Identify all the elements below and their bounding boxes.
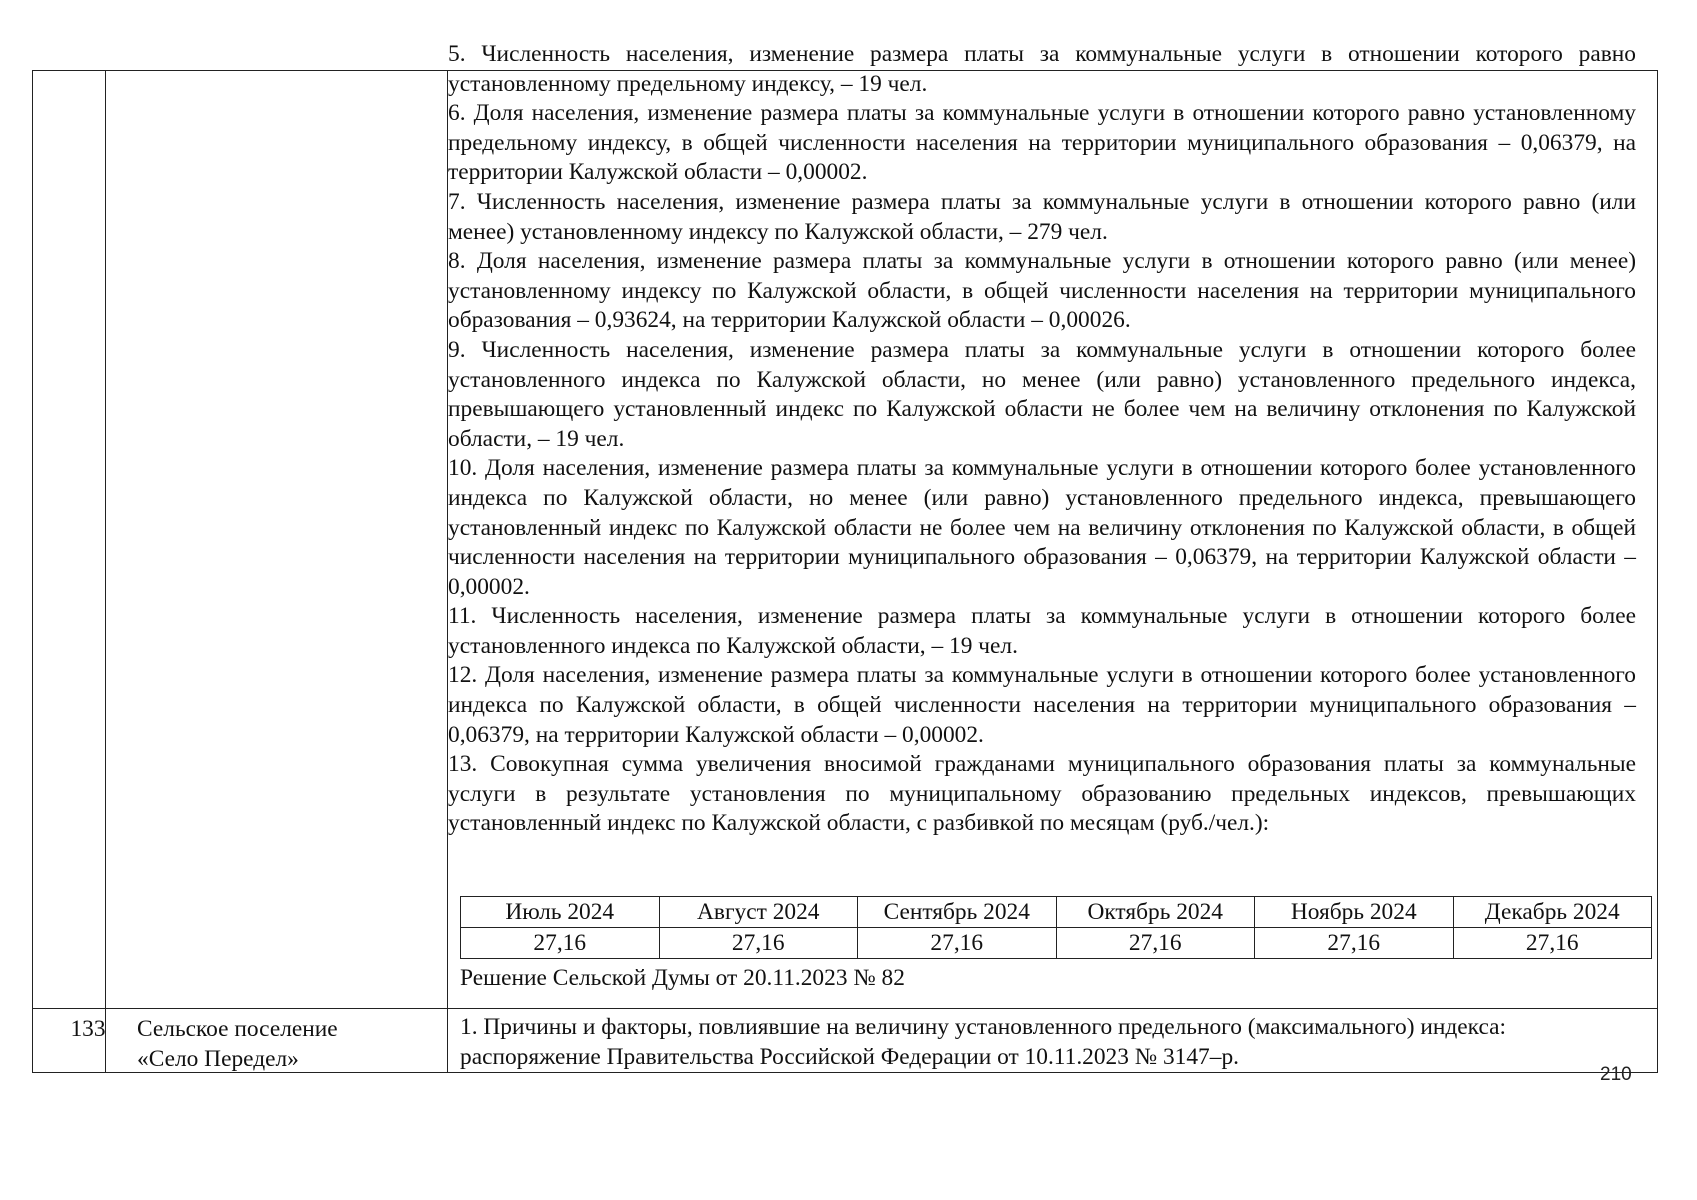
row-description — [460, 1012, 1658, 1072]
indicators-text — [448, 40, 1636, 839]
settlement-name-line: Сельское поселение — [137, 1016, 338, 1042]
decision-reference: Решение Сельской Думы от 20.11.2023 № 82 — [460, 965, 905, 991]
paragraph-13: 13. Совокупная сумма увеличения вносимой гражданами муниципального образования платы за коммунальные услуги в результате установления по муниципальному образованию предельных индексов, превышающих установленный индекс по Калужской области, с разбивкой по месяцам (руб./чел.): — [448, 751, 1636, 837]
page-number: 210 — [1600, 1064, 1632, 1085]
row-description-line: распоряжение Правительства Российской Федерации от 10.11.2023 № 3147–р. — [460, 1044, 1239, 1070]
paragraph-7: 7. Численность населения, изменение размера платы за коммунальные услуги в отношении которого равно (или менее) установленному индексу по Калужской области, – 279 чел. — [448, 188, 1636, 245]
paragraph-9: 9. Численность населения, изменение размера платы за коммунальные услуги в отношении которого более установленного индекса по Калужской области, но менее (или равно) установленного предельного индекса, превышающего установленный индекс по Калужской области не более чем на величину отклонения по Калужской области, – 19 чел. — [448, 336, 1636, 452]
row-description-line: 1. Причины и факторы, повлиявшие на величину установленного предельного (максимального) индекса: — [460, 1014, 1506, 1040]
month-value: 27,16 — [1255, 928, 1454, 959]
settlement-name-line: «Село Передел» — [137, 1046, 299, 1072]
month-value: 27,16 — [858, 928, 1057, 959]
paragraph-5: 5. Численность населения, изменение размера платы за коммунальные услуги в отношении которого равно установленному предельному индексу, – 19 чел. — [448, 41, 1636, 97]
month-value: 27,16 — [659, 928, 858, 959]
paragraph-8: 8. Доля населения, изменение размера платы за коммунальные услуги в отношении которого равно (или менее) установленному индексу по Калужской области, в общей численности населения на территории муниципального образования – 0,93624, на территории Калужской области – 0,00026. — [448, 248, 1636, 334]
monthly-payment-table — [460, 896, 1652, 959]
month-header: Июль 2024 — [461, 897, 660, 928]
month-value: 27,16 — [1056, 928, 1255, 959]
row-number: 133 — [70, 1016, 106, 1042]
month-header: Август 2024 — [659, 897, 858, 928]
paragraph-10: 10. Доля населения, изменение размера платы за коммунальные услуги в отношении которого более установленного индекса по Калужской области, но менее (или равно) установленного предельного индекса, превышающего установленный индекс по Калужской области не более чем на величину отклонения по Калужской области, в общей численности населения на территории муниципального образования – 0,06379, на территории Калужской области – 0,00002. — [448, 455, 1636, 600]
month-header: Ноябрь 2024 — [1255, 897, 1454, 928]
month-value: 27,16 — [1453, 928, 1652, 959]
column-divider-number — [105, 70, 106, 1073]
month-header: Декабрь 2024 — [1453, 897, 1652, 928]
month-value: 27,16 — [461, 928, 660, 959]
paragraph-6: 6. Доля населения, изменение размера платы за коммунальные услуги в отношении которого равно установленному предельному индексу, в общей численности населения на территории муниципального образования – 0,06379, на территории Калужской области – 0,00002. — [448, 100, 1636, 186]
month-header: Сентябрь 2024 — [858, 897, 1057, 928]
month-header: Октябрь 2024 — [1056, 897, 1255, 928]
table-row — [461, 928, 1652, 959]
paragraph-12: 12. Доля населения, изменение размера платы за коммунальные услуги в отношении которого более установленного индекса по Калужской области, в общей численности населения на территории муниципального образования – 0,06379, на территории Калужской области – 0,00002. — [448, 662, 1636, 748]
paragraph-11: 11. Численность населения, изменение размера платы за коммунальные услуги в отношении которого более установленного индекса по Калужской области, – 19 чел. — [448, 603, 1636, 659]
table-header-row — [461, 897, 1652, 928]
settlement-name — [137, 1014, 437, 1074]
row-divider — [32, 1008, 1658, 1009]
